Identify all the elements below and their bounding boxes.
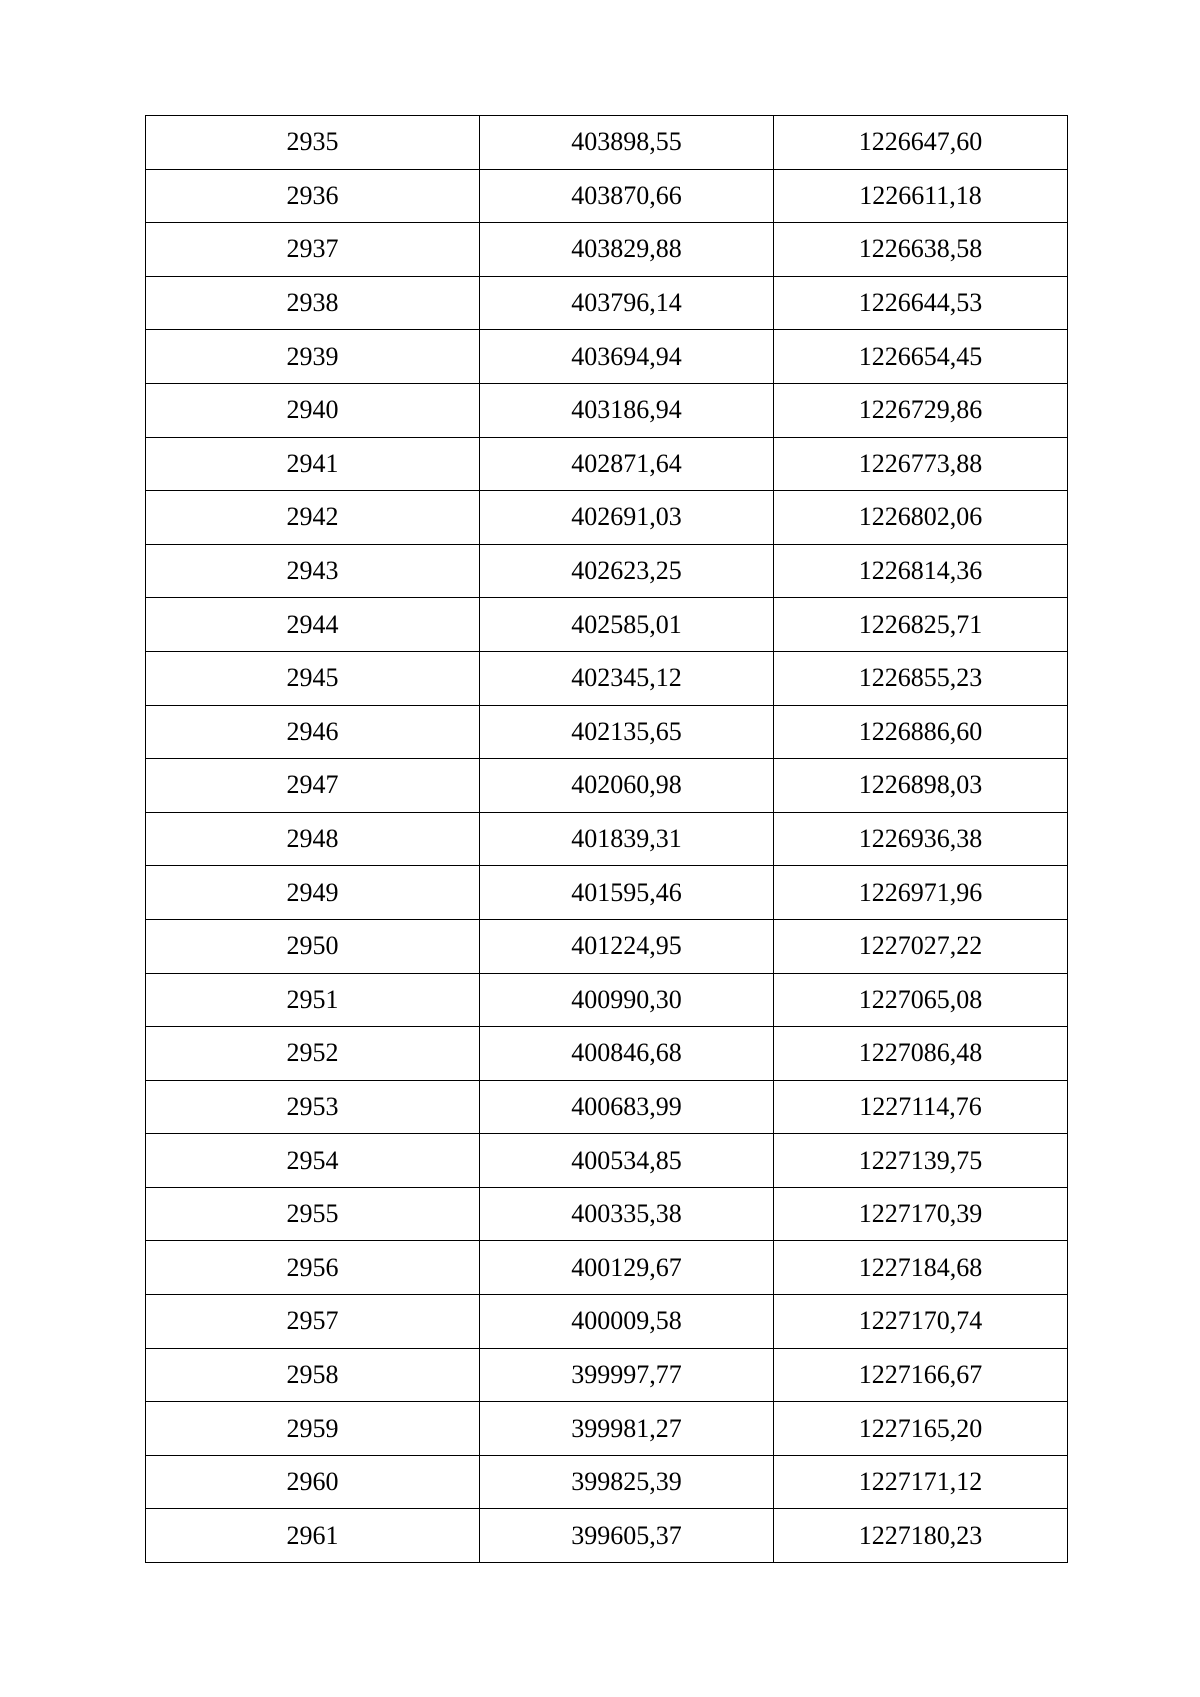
point-number-cell: 2961 bbox=[146, 1509, 480, 1563]
table-row bbox=[146, 116, 1068, 170]
y-coordinate-cell: 1227086,48 bbox=[774, 1027, 1068, 1081]
table-row bbox=[146, 866, 1068, 920]
table-row bbox=[146, 812, 1068, 866]
x-coordinate-cell: 400009,58 bbox=[480, 1295, 774, 1349]
point-number-cell: 2958 bbox=[146, 1348, 480, 1402]
y-coordinate-cell: 1226936,38 bbox=[774, 812, 1068, 866]
coordinates-table-body bbox=[146, 116, 1068, 1563]
x-coordinate-cell: 399981,27 bbox=[480, 1402, 774, 1456]
y-coordinate-cell: 1227114,76 bbox=[774, 1080, 1068, 1134]
x-coordinate-cell: 400129,67 bbox=[480, 1241, 774, 1295]
table-row bbox=[146, 223, 1068, 277]
x-coordinate-cell: 400335,38 bbox=[480, 1187, 774, 1241]
y-coordinate-cell: 1226611,18 bbox=[774, 169, 1068, 223]
point-number-cell: 2954 bbox=[146, 1134, 480, 1188]
point-number-cell: 2940 bbox=[146, 383, 480, 437]
point-number-cell: 2960 bbox=[146, 1455, 480, 1509]
y-coordinate-cell: 1227180,23 bbox=[774, 1509, 1068, 1563]
table-row bbox=[146, 651, 1068, 705]
x-coordinate-cell: 403694,94 bbox=[480, 330, 774, 384]
point-number-cell: 2942 bbox=[146, 491, 480, 545]
x-coordinate-cell: 402135,65 bbox=[480, 705, 774, 759]
table-row bbox=[146, 437, 1068, 491]
x-coordinate-cell: 401839,31 bbox=[480, 812, 774, 866]
x-coordinate-cell: 402345,12 bbox=[480, 651, 774, 705]
table-row bbox=[146, 1080, 1068, 1134]
y-coordinate-cell: 1226971,96 bbox=[774, 866, 1068, 920]
y-coordinate-cell: 1226825,71 bbox=[774, 598, 1068, 652]
coordinates-table bbox=[145, 115, 1068, 1563]
x-coordinate-cell: 403898,55 bbox=[480, 116, 774, 170]
y-coordinate-cell: 1227165,20 bbox=[774, 1402, 1068, 1456]
point-number-cell: 2957 bbox=[146, 1295, 480, 1349]
x-coordinate-cell: 402060,98 bbox=[480, 759, 774, 813]
x-coordinate-cell: 400683,99 bbox=[480, 1080, 774, 1134]
point-number-cell: 2956 bbox=[146, 1241, 480, 1295]
table-row bbox=[146, 598, 1068, 652]
x-coordinate-cell: 401595,46 bbox=[480, 866, 774, 920]
x-coordinate-cell: 402623,25 bbox=[480, 544, 774, 598]
point-number-cell: 2948 bbox=[146, 812, 480, 866]
x-coordinate-cell: 403870,66 bbox=[480, 169, 774, 223]
point-number-cell: 2947 bbox=[146, 759, 480, 813]
y-coordinate-cell: 1226638,58 bbox=[774, 223, 1068, 277]
y-coordinate-cell: 1226898,03 bbox=[774, 759, 1068, 813]
x-coordinate-cell: 403186,94 bbox=[480, 383, 774, 437]
point-number-cell: 2949 bbox=[146, 866, 480, 920]
y-coordinate-cell: 1227065,08 bbox=[774, 973, 1068, 1027]
y-coordinate-cell: 1226644,53 bbox=[774, 276, 1068, 330]
y-coordinate-cell: 1227027,22 bbox=[774, 919, 1068, 973]
x-coordinate-cell: 401224,95 bbox=[480, 919, 774, 973]
point-number-cell: 2953 bbox=[146, 1080, 480, 1134]
table-row bbox=[146, 1295, 1068, 1349]
x-coordinate-cell: 403829,88 bbox=[480, 223, 774, 277]
table-row bbox=[146, 169, 1068, 223]
point-number-cell: 2959 bbox=[146, 1402, 480, 1456]
y-coordinate-cell: 1226802,06 bbox=[774, 491, 1068, 545]
table-row bbox=[146, 491, 1068, 545]
y-coordinate-cell: 1226855,23 bbox=[774, 651, 1068, 705]
x-coordinate-cell: 402691,03 bbox=[480, 491, 774, 545]
x-coordinate-cell: 399605,37 bbox=[480, 1509, 774, 1563]
table-row bbox=[146, 919, 1068, 973]
x-coordinate-cell: 400990,30 bbox=[480, 973, 774, 1027]
point-number-cell: 2938 bbox=[146, 276, 480, 330]
x-coordinate-cell: 400534,85 bbox=[480, 1134, 774, 1188]
table-row bbox=[146, 1455, 1068, 1509]
point-number-cell: 2946 bbox=[146, 705, 480, 759]
table-row bbox=[146, 1402, 1068, 1456]
point-number-cell: 2937 bbox=[146, 223, 480, 277]
table-row bbox=[146, 973, 1068, 1027]
table-row bbox=[146, 1027, 1068, 1081]
y-coordinate-cell: 1226773,88 bbox=[774, 437, 1068, 491]
y-coordinate-cell: 1227166,67 bbox=[774, 1348, 1068, 1402]
point-number-cell: 2943 bbox=[146, 544, 480, 598]
x-coordinate-cell: 399997,77 bbox=[480, 1348, 774, 1402]
point-number-cell: 2950 bbox=[146, 919, 480, 973]
y-coordinate-cell: 1226814,36 bbox=[774, 544, 1068, 598]
y-coordinate-cell: 1227170,74 bbox=[774, 1295, 1068, 1349]
y-coordinate-cell: 1226729,86 bbox=[774, 383, 1068, 437]
x-coordinate-cell: 402871,64 bbox=[480, 437, 774, 491]
point-number-cell: 2935 bbox=[146, 116, 480, 170]
point-number-cell: 2955 bbox=[146, 1187, 480, 1241]
table-row bbox=[146, 1348, 1068, 1402]
point-number-cell: 2936 bbox=[146, 169, 480, 223]
x-coordinate-cell: 399825,39 bbox=[480, 1455, 774, 1509]
point-number-cell: 2945 bbox=[146, 651, 480, 705]
y-coordinate-cell: 1226654,45 bbox=[774, 330, 1068, 384]
y-coordinate-cell: 1226886,60 bbox=[774, 705, 1068, 759]
point-number-cell: 2951 bbox=[146, 973, 480, 1027]
table-row bbox=[146, 1134, 1068, 1188]
point-number-cell: 2952 bbox=[146, 1027, 480, 1081]
table-row bbox=[146, 705, 1068, 759]
table-row bbox=[146, 330, 1068, 384]
point-number-cell: 2941 bbox=[146, 437, 480, 491]
x-coordinate-cell: 402585,01 bbox=[480, 598, 774, 652]
x-coordinate-cell: 400846,68 bbox=[480, 1027, 774, 1081]
y-coordinate-cell: 1227170,39 bbox=[774, 1187, 1068, 1241]
table-row bbox=[146, 276, 1068, 330]
table-row bbox=[146, 759, 1068, 813]
table-row bbox=[146, 544, 1068, 598]
x-coordinate-cell: 403796,14 bbox=[480, 276, 774, 330]
point-number-cell: 2944 bbox=[146, 598, 480, 652]
y-coordinate-cell: 1226647,60 bbox=[774, 116, 1068, 170]
table-row bbox=[146, 1187, 1068, 1241]
y-coordinate-cell: 1227171,12 bbox=[774, 1455, 1068, 1509]
point-number-cell: 2939 bbox=[146, 330, 480, 384]
table-row bbox=[146, 1241, 1068, 1295]
y-coordinate-cell: 1227184,68 bbox=[774, 1241, 1068, 1295]
table-row bbox=[146, 1509, 1068, 1563]
y-coordinate-cell: 1227139,75 bbox=[774, 1134, 1068, 1188]
table-row bbox=[146, 383, 1068, 437]
